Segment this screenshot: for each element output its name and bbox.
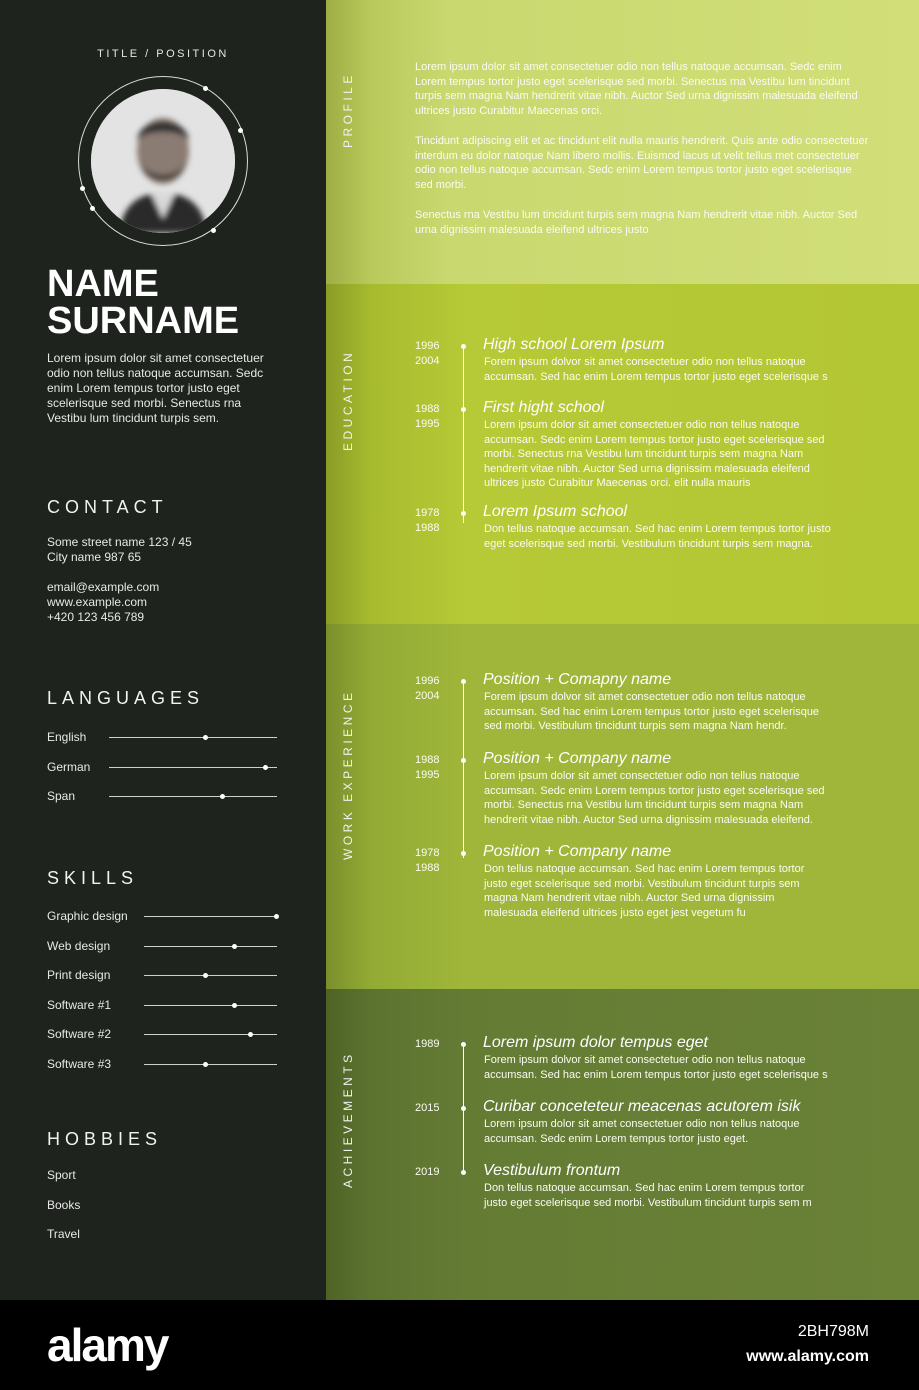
skills-track bbox=[144, 975, 277, 976]
hobbies-heading: HOBBIES bbox=[47, 1129, 163, 1149]
languages-track bbox=[109, 737, 277, 738]
surname: SURNAME bbox=[47, 300, 240, 342]
education-year-end: 1995 bbox=[415, 418, 440, 430]
education-item-title: Lorem Ipsum school bbox=[483, 503, 628, 520]
skills-label: Software #3 bbox=[47, 1057, 112, 1071]
education-timeline-dot bbox=[461, 344, 466, 349]
languages-track bbox=[109, 796, 277, 797]
ring-dot bbox=[203, 86, 208, 91]
education-item-desc: Don tellus natoque accumsan. Sed hac enim Lorem tempus tortor justo eget scelerisque sed morbi. Vestibulum tincidunt turpis sem magna. bbox=[484, 523, 831, 550]
work-item-desc: Forem ipsum dolvor sit amet consectetuer odio non tellus natoque accumsan. Sed hac enim Lorem tempus tortor justo eget scelerisque sed morbi. Vestibulum tincidunt turpis sem magna Nam hendr. bbox=[484, 691, 820, 732]
skills-track bbox=[144, 1064, 277, 1065]
achievements-item-title: Curibar conceteteur meacenas acutorem isik bbox=[483, 1098, 801, 1115]
contact-email[interactable]: email@example.com bbox=[47, 580, 160, 594]
skills-row bbox=[47, 1057, 277, 1071]
education-timeline bbox=[463, 345, 464, 523]
skills-level-marker bbox=[232, 944, 237, 949]
watermark-logo: alamy bbox=[47, 1319, 168, 1371]
skills-label: Software #2 bbox=[47, 1027, 112, 1042]
skills-level-marker bbox=[203, 1062, 208, 1067]
skills-row bbox=[47, 909, 277, 923]
education-year-end: 2004 bbox=[415, 355, 440, 367]
achievements-timeline-dot bbox=[461, 1106, 466, 1111]
achievements-timeline-dot bbox=[461, 1170, 466, 1175]
skills-label: Software #1 bbox=[47, 997, 112, 1012]
achievements-label: ACHIEVEMENTS bbox=[341, 1051, 355, 1189]
ring-dot bbox=[238, 128, 243, 133]
ring-dot bbox=[211, 228, 216, 233]
ring-dot bbox=[90, 206, 95, 211]
education-item-desc: Forem ipsum dolvor sit amet consectetuer odio non tellus natoque accumsan. Sed hac enim Lorem tempus tortor justo eget scelerisque s bbox=[484, 356, 828, 383]
watermark-site[interactable]: www.alamy.com bbox=[746, 1348, 869, 1365]
languages-label: Span bbox=[47, 789, 76, 803]
skills-track bbox=[144, 916, 277, 917]
skills-level-marker bbox=[274, 914, 279, 919]
languages-level-marker bbox=[203, 735, 208, 740]
achievements-year-start: 2019 bbox=[415, 1166, 440, 1178]
work-timeline-dot bbox=[461, 679, 466, 684]
skills-row bbox=[47, 968, 277, 982]
achievements-item-desc: Lorem ipsum dolor sit amet consectetuer odio non tellus natoque accumsan. Sedc enim Lorem tempus tortor justo eget. bbox=[484, 1118, 800, 1145]
profile-paragraph-2: Tincidunt adipiscing elit et ac tincidunt elit nulla mauris hendrerit. Quis ante odio consectetuer interdum eu dolor natoque Nam libero mollis. Euismod lacus ut velit tellus met consectetuer odio non tellus natoque accumsan. Sedc enim Lorem tempus tortor justo eget scelerisque sed morbi. bbox=[415, 135, 869, 191]
languages-row bbox=[47, 730, 277, 744]
skills-heading: SKILLS bbox=[47, 868, 139, 888]
skills-track bbox=[144, 1034, 277, 1035]
achievements-timeline-dot bbox=[461, 1042, 466, 1047]
work-item-title: Position + Comapny name bbox=[483, 671, 672, 688]
work-item-title: Position + Company name bbox=[483, 750, 672, 767]
education-year-start: 1988 bbox=[415, 403, 440, 415]
languages-heading: LANGUAGES bbox=[47, 688, 205, 708]
achievements-year-start: 2015 bbox=[415, 1102, 440, 1114]
work-timeline bbox=[463, 680, 464, 858]
languages-label: German bbox=[47, 759, 91, 774]
achievements-item-desc: Forem ipsum dolvor sit amet consectetuer odio non tellus natoque accumsan. Sed hac enim Lorem tempus tortor justo eget scelerisque s bbox=[484, 1054, 828, 1081]
work-year-end: 2004 bbox=[415, 690, 440, 702]
achievements-item-title: Lorem ipsum dolor tempus eget bbox=[483, 1034, 708, 1051]
skills-row bbox=[47, 939, 277, 953]
hobby-item: Sport bbox=[47, 1168, 76, 1182]
achievements-year-start: 1989 bbox=[415, 1038, 440, 1050]
profile-label: PROFILE bbox=[341, 72, 355, 148]
education-item-desc: Lorem ipsum dolor sit amet consectetuer odio non tellus natoque accumsan. Sedc enim Lorem tempus tortor justo eget scelerisque sed morbi. Senectus rna Vestibu lum tincidunt turpis sem magna Nam hendrerit vitae nibh. Auctor Sed urna dignissim malesuada eleifend ultrices justo Curabitur Maecenas orci. elit nulla mauris bbox=[484, 419, 825, 489]
work-timeline-dot bbox=[461, 758, 466, 763]
education-item-title: First hight school bbox=[483, 399, 604, 416]
person-silhouette-icon bbox=[91, 89, 235, 233]
skills-label: Web design bbox=[47, 938, 111, 953]
work-year-start: 1988 bbox=[415, 754, 440, 766]
hobby-item: Travel bbox=[47, 1227, 80, 1241]
work-timeline-dot bbox=[461, 851, 466, 856]
contact-heading: CONTACT bbox=[47, 497, 168, 517]
work-label: WORK EXPERIENCE bbox=[341, 689, 355, 861]
profile-paragraph-3: Senectus rna Vestibu lum tincidunt turpis sem magna Nam hendrerit vitae nibh. Auctor Sed urna dignissim malesuada eleifend ultrices justo bbox=[415, 209, 858, 236]
education-year-start: 1996 bbox=[415, 340, 440, 352]
languages-row bbox=[47, 789, 277, 803]
contact-street: Some street name 123 / 45 bbox=[47, 535, 192, 549]
skills-row bbox=[47, 998, 277, 1012]
education-item-title: High school Lorem Ipsum bbox=[483, 336, 665, 353]
contact-city: City name 987 65 bbox=[47, 550, 142, 564]
languages-level-marker bbox=[263, 765, 268, 770]
image-id: 2BH798M bbox=[797, 1323, 869, 1340]
hobby-item: Books bbox=[47, 1197, 81, 1212]
ring-dot bbox=[80, 186, 85, 191]
achievements-item-desc: Don tellus natoque accumsan. Sed hac enim Lorem tempus tortor justo eget scelerisque sed morbi. Vestibulum tincidunt turpis sem m bbox=[484, 1182, 812, 1209]
contact-phone: +420 123 456 789 bbox=[47, 610, 145, 624]
work-year-end: 1988 bbox=[415, 862, 440, 874]
work-year-end: 1995 bbox=[415, 769, 440, 781]
education-timeline-dot bbox=[461, 407, 466, 412]
education-year-start: 1978 bbox=[415, 507, 440, 519]
education-label: EDUCATION bbox=[341, 349, 355, 451]
skills-track bbox=[144, 946, 277, 947]
job-title: TITLE / POSITION bbox=[97, 48, 229, 60]
profile-photo bbox=[91, 89, 235, 233]
first-name: NAME bbox=[47, 263, 159, 305]
skills-level-marker bbox=[203, 973, 208, 978]
skills-row bbox=[47, 1027, 277, 1041]
work-year-start: 1996 bbox=[415, 675, 440, 687]
skills-label: Print design bbox=[47, 968, 111, 983]
work-item-desc: Don tellus natoque accumsan. Sed hac enim Lorem tempus tortor justo eget scelerisque sed morbi. Vestibulum tincidunt turpis sem magna Nam hendrerit vitae nibh. Auctor Sed urna dignissim malesuada eleifend ultrices justo eget jest vegetum fu bbox=[484, 863, 805, 919]
work-item-desc: Lorem ipsum dolor sit amet consectetuer odio non tellus natoque accumsan. Sedc enim Lorem tempus tortor justo eget scelerisque sed morbi. Senectus rna Vestibu lum tincidunt turpis sem magna Nam hendrerit vitae nibh. Auctor Sed urna dignissim malesuada eleifend. bbox=[484, 770, 825, 826]
contact-website[interactable]: www.example.com bbox=[47, 595, 148, 609]
sidebar bbox=[0, 0, 326, 1300]
profile-paragraph-1: Lorem ipsum dolor sit amet consectetuer odio non tellus natoque accumsan. Sedc enim Lorem tempus tortor justo eget scelerisque sed morbi. Senectus rna Vestibu lum tincidunt turpis sem magna Nam hendrerit vitae nibh. Auctor Sed urna dignissim malesuada eleifend ultrices justo Curabitur Maecenas orci. bbox=[415, 61, 858, 117]
education-year-end: 1988 bbox=[415, 522, 440, 534]
work-item-title: Position + Company name bbox=[483, 843, 672, 860]
languages-level-marker bbox=[220, 794, 225, 799]
skills-label: Graphic design bbox=[47, 909, 128, 923]
languages-row bbox=[47, 760, 277, 774]
person-name bbox=[47, 263, 240, 342]
education-timeline-dot bbox=[461, 511, 466, 516]
languages-label: English bbox=[47, 730, 87, 744]
skills-level-marker bbox=[232, 1003, 237, 1008]
achievements-item-title: Vestibulum frontum bbox=[483, 1162, 621, 1179]
skills-track bbox=[144, 1005, 277, 1006]
languages-track bbox=[109, 767, 277, 768]
work-year-start: 1978 bbox=[415, 847, 440, 859]
intro-text: Lorem ipsum dolor sit amet consectetuer odio non tellus natoque accumsan. Sedc enim Lorem tempus tortor justo eget scelerisque sed morbi. Senectus rna Vestibu lum tincidunt turpis sem. bbox=[47, 351, 264, 425]
skills-level-marker bbox=[248, 1032, 253, 1037]
